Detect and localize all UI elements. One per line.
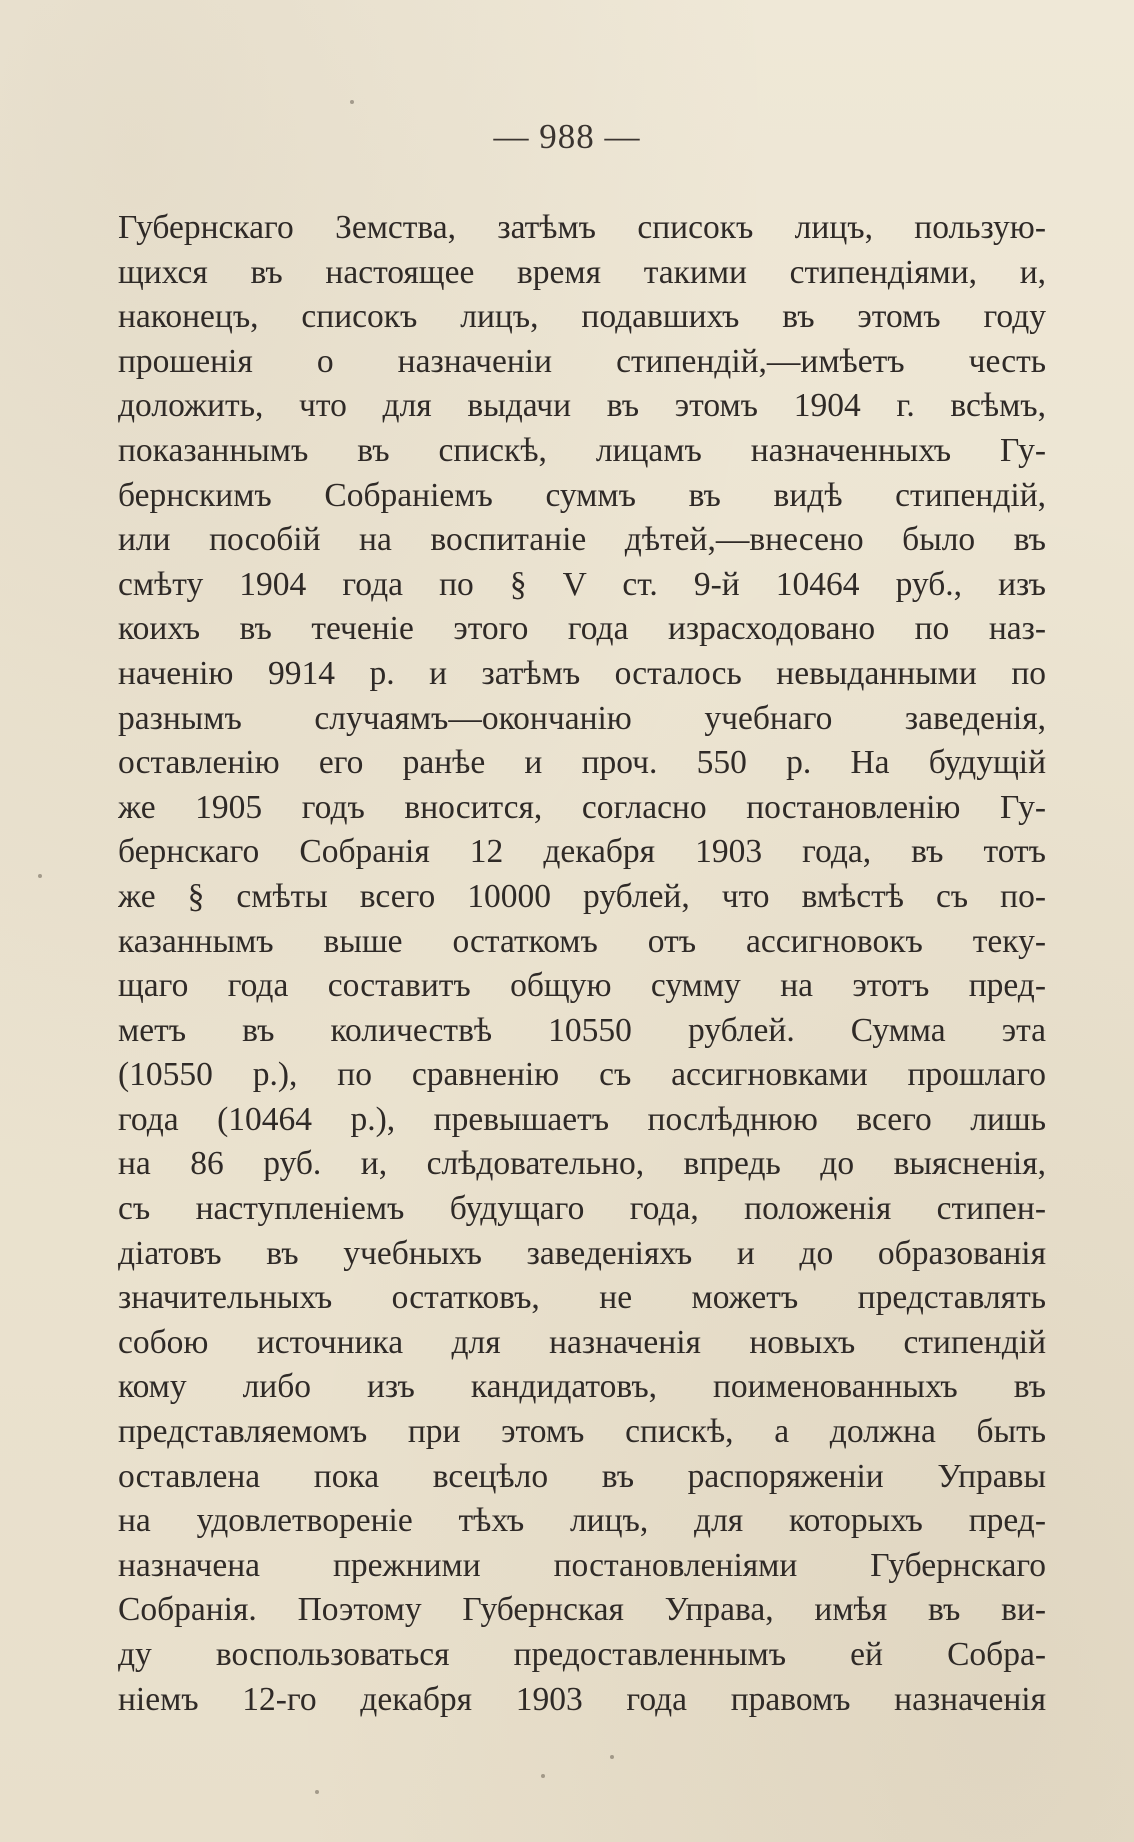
text-line: на 86 руб. и, слѣдовательно, впредь до выясненія, bbox=[118, 1145, 1046, 1183]
text-line: метъ въ количествѣ 10550 рублей. Сумма эта bbox=[118, 1011, 1046, 1049]
paper-speck bbox=[315, 1790, 319, 1794]
text-line: бернскаго Собранія 12 декабря 1903 года, въ тотъ bbox=[118, 833, 1046, 871]
text-line: на удовлетвореніе тѣхъ лицъ, для которыхъ пред- bbox=[118, 1502, 1046, 1540]
paper-speck bbox=[350, 100, 354, 104]
text-line: кому либо изъ кандидатовъ, поименованныхъ въ bbox=[118, 1368, 1046, 1406]
text-line: бернскимъ Собраніемъ суммъ въ видѣ стипендій, bbox=[118, 476, 1046, 514]
text-line: или пособій на воспитаніе дѣтей,—внесено было въ bbox=[118, 521, 1046, 559]
page-number: — 988 — bbox=[493, 117, 641, 156]
text-line: разнымъ случаямъ—окончанію учебнаго заведенія, bbox=[118, 699, 1046, 737]
text-line: года (10464 р.), превышаетъ послѣднюю всего лишь bbox=[118, 1100, 1046, 1138]
text-line: діатовъ въ учебныхъ заведеніяхъ и до образованія bbox=[118, 1234, 1046, 1272]
text-line: смѣту 1904 года по § V ст. 9-й 10464 руб., изъ bbox=[118, 565, 1046, 603]
text-line: оставлена пока всецѣло въ распоряженіи Управы bbox=[118, 1457, 1046, 1495]
text-line: же § смѣты всего 10000 рублей, что вмѣстѣ съ по- bbox=[118, 877, 1046, 915]
text-line: Губернскаго Земства, затѣмъ списокъ лицъ, пользую- bbox=[118, 209, 1046, 246]
text-line: доложить, что для выдачи въ этомъ 1904 г. всѣмъ, bbox=[118, 387, 1046, 425]
body-text bbox=[118, 206, 1046, 1722]
text-line: коихъ въ теченіе этого года израсходовано по наз- bbox=[118, 610, 1046, 648]
text-line: значительныхъ остатковъ, не можетъ представлять bbox=[118, 1279, 1046, 1317]
text-line: назначена прежними постановленіями Губернскаго bbox=[118, 1546, 1046, 1584]
text-line: щаго года составитъ общую сумму на этотъ пред- bbox=[118, 967, 1046, 1005]
text-line: же 1905 годъ вносится, согласно постановленію Гу- bbox=[118, 788, 1046, 826]
text-line: наченію 9914 р. и затѣмъ осталось невыданными по bbox=[118, 654, 1046, 692]
text-line: ніемъ 12-го декабря 1903 года правомъ назначенія bbox=[118, 1680, 1046, 1718]
text-line: Собранія. Поэтому Губернская Управа, имѣя въ ви- bbox=[118, 1591, 1046, 1629]
paper-speck bbox=[610, 1755, 614, 1759]
text-line: представляемомъ при этомъ спискѣ, а должна быть bbox=[118, 1413, 1046, 1451]
text-line: оставленію его ранѣе и проч. 550 р. На будущій bbox=[118, 744, 1046, 782]
paper-speck bbox=[38, 874, 42, 878]
text-line: съ наступленіемъ будущаго года, положенія стипен- bbox=[118, 1190, 1046, 1228]
text-line: прошенія о назначеніи стипендій,—имѣетъ честь bbox=[118, 342, 1046, 380]
text-line: наконецъ, списокъ лицъ, подавшихъ въ этомъ году bbox=[118, 298, 1046, 336]
text-line: собою источника для назначенія новыхъ стипендій bbox=[118, 1323, 1046, 1361]
text-line: показаннымъ въ спискѣ, лицамъ назначенныхъ Гу- bbox=[118, 431, 1046, 469]
text-line: казаннымъ выше остаткомъ отъ ассигновокъ теку- bbox=[118, 922, 1046, 960]
paper-speck bbox=[541, 1774, 545, 1778]
text-line: (10550 р.), по сравненію съ ассигновками прошлаго bbox=[118, 1056, 1046, 1094]
text-line: ду воспользоваться предоставленнымъ ей Собра- bbox=[118, 1636, 1046, 1673]
text-line: щихся въ настоящее время такими стипендіями, и, bbox=[118, 253, 1046, 291]
